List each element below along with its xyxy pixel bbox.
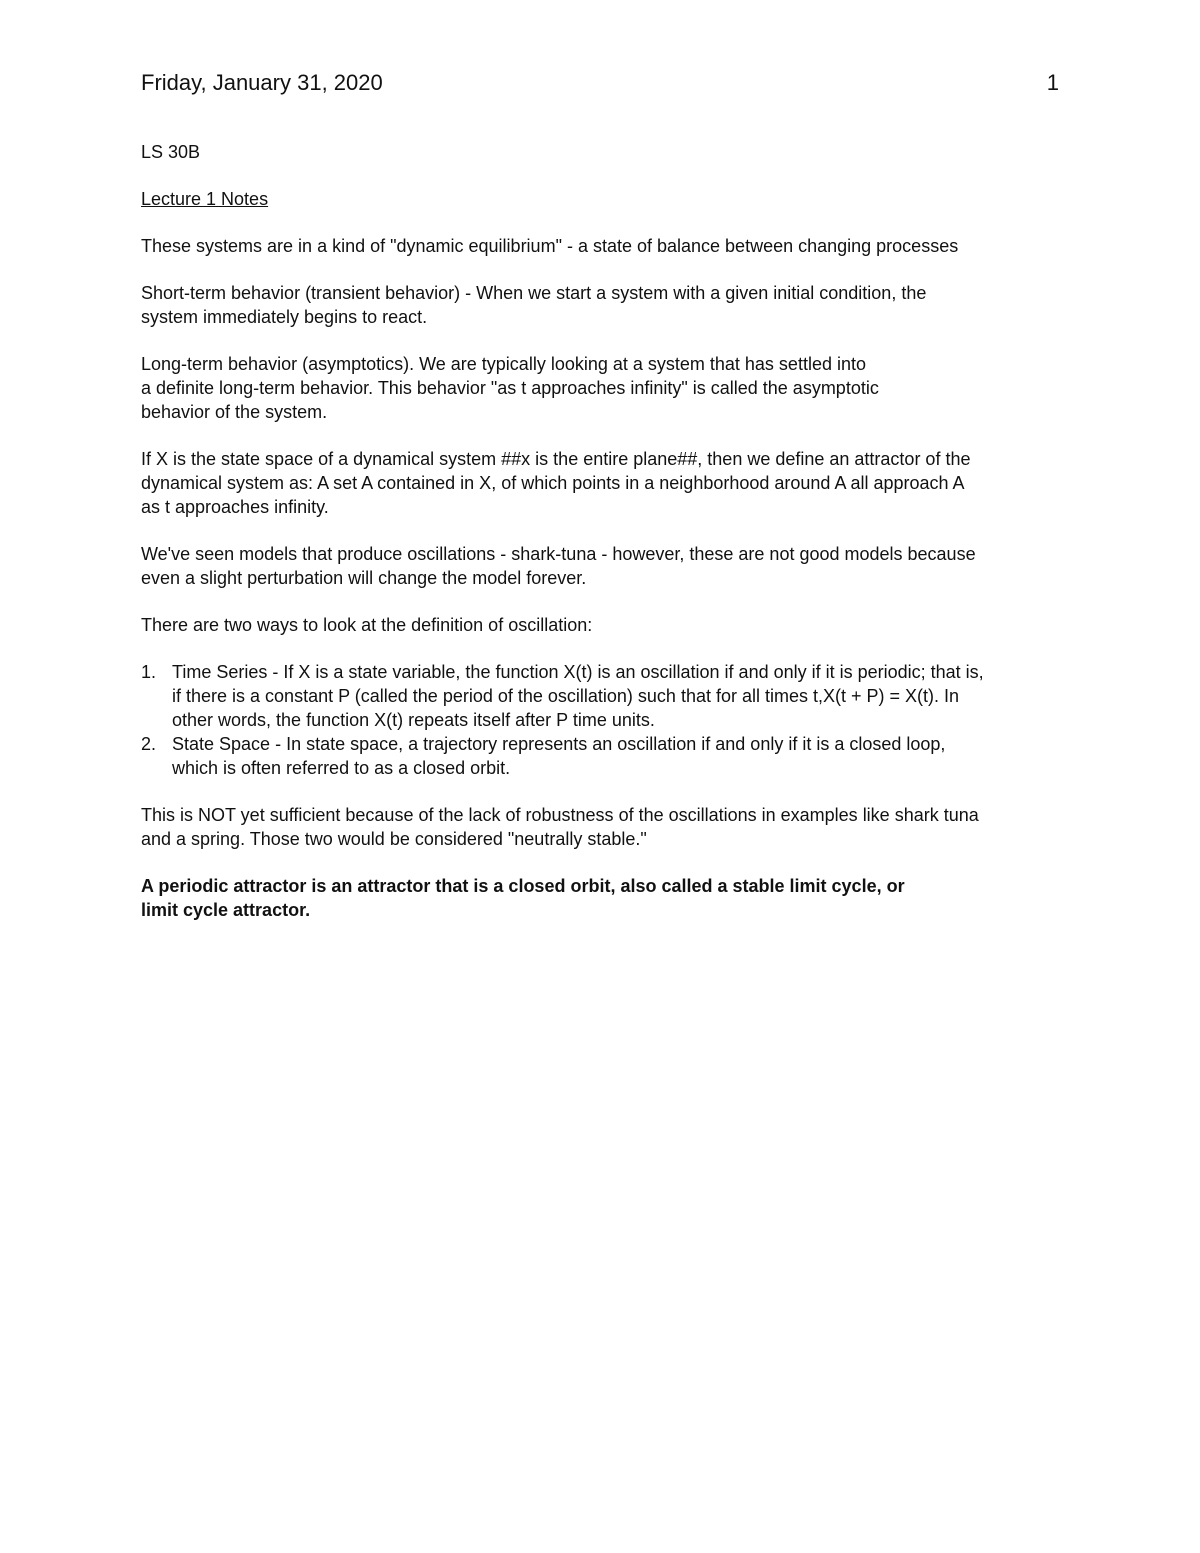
text-line: These systems are in a kind of "dynamic equilibrium" - a state of balance between changing processes [141,236,959,256]
text-line: A periodic attractor is an attractor that is a closed orbit, also called a stable limit cycle, or [141,876,905,896]
document-body [141,140,1059,945]
text-line: State Space - In state space, a trajectory represents an oscillation if and only if it is a closed loop, [172,734,946,754]
paragraph-two-ways [141,613,1059,637]
text-line: Time Series - If X is a state variable, the function X(t) is an oscillation if and only if it is periodic; that is, [172,662,984,682]
list-number: 2. [141,734,157,754]
text-line: other words, the function X(t) repeats itself after P time units. [172,710,655,730]
text-line: dynamical system as: A set A contained in X, of which points in a neighborhood around A all approach A [141,473,965,493]
list-item [141,660,1059,732]
list-item [141,732,1059,780]
notes-title: Lecture 1 Notes [141,189,269,209]
text-line: even a slight perturbation will change the model forever. [141,568,587,588]
text-line: behavior of the system. [141,402,328,422]
text-line: system immediately begins to react. [141,307,428,327]
page-header [141,70,1059,100]
text-line: There are two ways to look at the definition of oscillation: [141,615,593,635]
text-line: as t approaches infinity. [141,497,329,517]
text-line: We've seen models that produce oscillations - shark-tuna - however, these are not good models because [141,544,976,564]
text-line: and a spring. Those two would be considered "neutrally stable." [141,829,647,849]
text-line: if there is a constant P (called the period of the oscillation) such that for all times t,X(t + P) = X(t). In [172,686,960,706]
paragraph-not-sufficient [141,803,1059,851]
text-line: which is often referred to as a closed orbit. [172,758,511,778]
header-date: Friday, January 31, 2020 [141,70,383,95]
text-line: This is NOT yet sufficient because of the lack of robustness of the oscillations in examples like shark tuna [141,805,979,825]
list-number: 1. [141,662,157,682]
paragraph-short-term [141,281,1059,329]
paragraph-equilibrium [141,234,1059,258]
paragraph-periodic-attractor [141,874,1059,922]
text-line: a definite long-term behavior. This behavior "as t approaches infinity" is called the asymptotic [141,378,879,398]
paragraph-oscillation-models [141,542,1059,590]
paragraph-long-term [141,352,1059,424]
course-name: LS 30B [141,142,201,162]
text-line: If X is the state space of a dynamical system ##x is the entire plane##, then we define an attractor of the [141,449,971,469]
text-line: limit cycle attractor. [141,900,311,920]
oscillation-definitions-list [141,660,1059,780]
text-line: Long-term behavior (asymptotics). We are typically looking at a system that has settled into [141,354,866,374]
page-number: 1 [1046,70,1059,95]
paragraph-attractor-definition [141,447,1059,519]
text-line: Short-term behavior (transient behavior) - When we start a system with a given initial condition, the [141,283,927,303]
